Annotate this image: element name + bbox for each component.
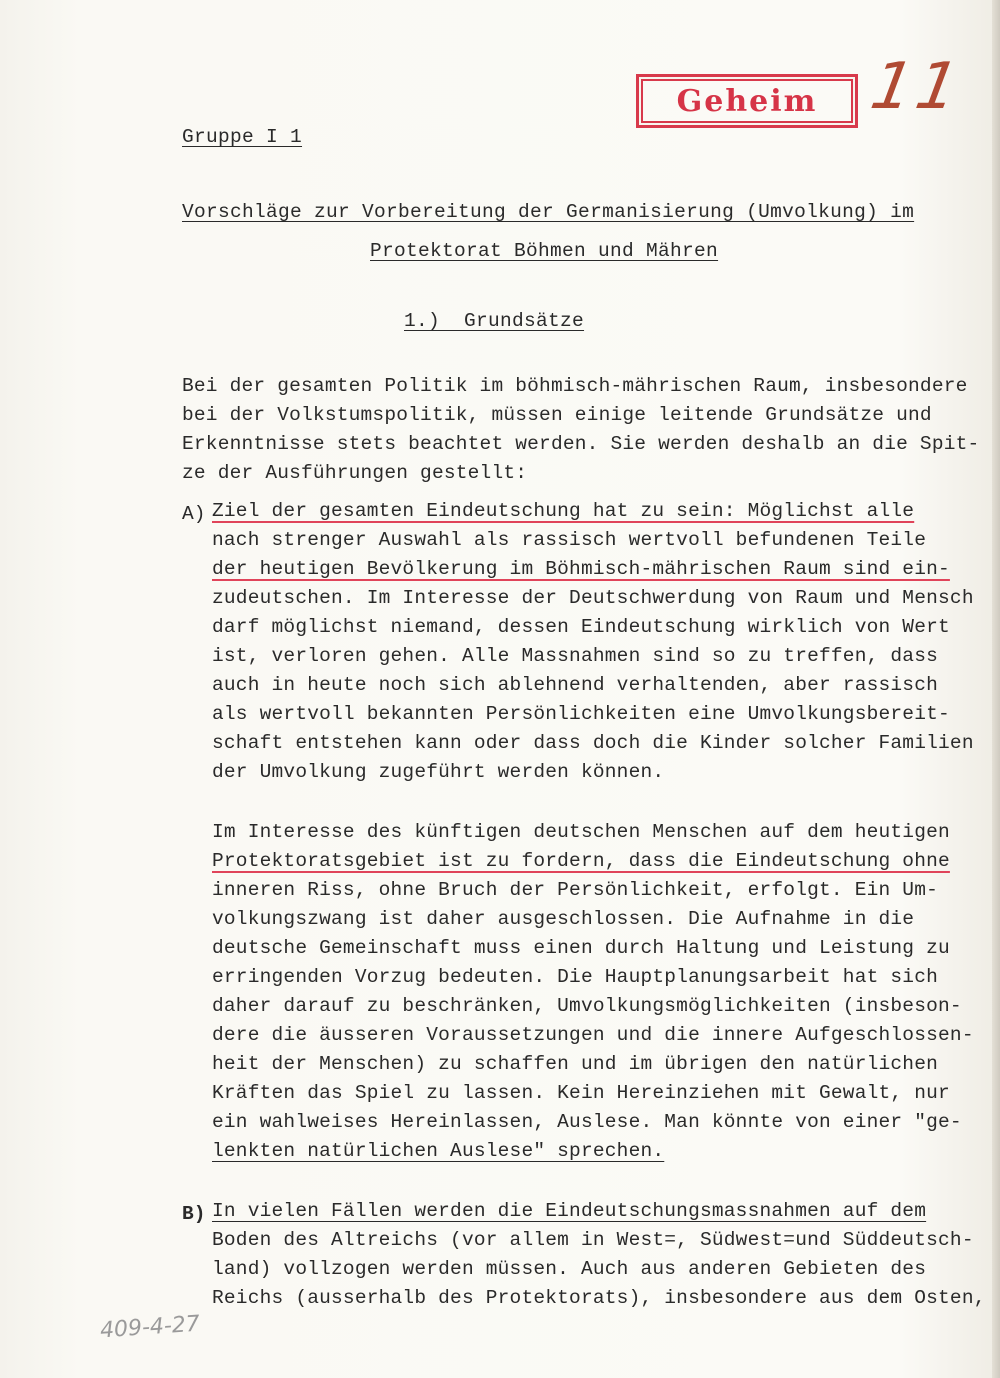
- geheim-stamp: [636, 74, 858, 128]
- section-a-line: zudeutschen. Im Interesse der Deutschwerdung von Raum und Mensch: [212, 587, 974, 609]
- section-a-paragraph: [212, 497, 982, 787]
- stamp-text: Geheim: [676, 83, 818, 119]
- section-b-marker: B): [182, 1203, 206, 1225]
- section-b-paragraph: [212, 1197, 986, 1313]
- paragraph-2: [212, 818, 982, 1166]
- paragraph-2-line: volkungszwang ist daher ausgeschlossen. Die Aufnahme in die: [212, 908, 915, 930]
- paragraph-2-line: inneren Riss, ohne Bruch der Persönlichkeit, erfolgt. Ein Um-: [212, 879, 939, 901]
- page-edge: [992, 0, 1000, 1378]
- intro-line: Bei der gesamten Politik im böhmisch-mährischen Raum, insbesondere: [182, 375, 968, 397]
- paragraph-2-line: ein wahlweises Hereinlassen, Auslese. Man könnte von einer "ge-: [212, 1111, 962, 1133]
- section-heading: 1.) Grundsätze: [404, 310, 585, 332]
- paragraph-2-line: deutsche Gemeinschaft muss einen durch Haltung und Leistung zu: [212, 937, 950, 959]
- section-b-line: Boden des Altreichs (vor allem in West=, Südwest=und Süddeutsch-: [212, 1229, 974, 1251]
- paragraph-2-line: Protektoratsgebiet ist zu fordern, dass die Eindeutschung ohne: [212, 850, 950, 872]
- section-a-marker: A): [182, 503, 206, 525]
- paragraph-2-line: lenkten natürlichen Auslese" sprechen.: [212, 1140, 665, 1162]
- section-a-line: nach strenger Auswahl als rassisch wertvoll befundenen Teile: [212, 529, 927, 551]
- paragraph-2-line: erringenden Vorzug bedeuten. Die Hauptplanungsarbeit hat sich: [212, 966, 939, 988]
- paragraph-2-line: heit der Menschen) zu schaffen und im übrigen den natürlichen: [212, 1053, 939, 1075]
- section-b-line: land) vollzogen werden müssen. Auch aus anderen Gebieten des: [212, 1258, 927, 1280]
- paragraph-2-line: Im Interesse des künftigen deutschen Menschen auf dem heutigen: [212, 821, 950, 843]
- section-a-line: Ziel der gesamten Eindeutschung hat zu sein: Möglichst alle: [212, 500, 915, 522]
- group-label: Gruppe I 1: [182, 126, 303, 148]
- section-a-line: als wertvoll bekannten Persönlichkeiten eine Umvolkungsbereit-: [212, 703, 950, 725]
- section-a-line: schaft entstehen kann oder dass doch die Kinder solcher Familien: [212, 732, 974, 754]
- intro-line: Erkenntnisse stets beachtet werden. Sie werden deshalb an die Spit-: [182, 433, 980, 455]
- section-b-line: In vielen Fällen werden die Eindeutschungsmassnahmen auf dem: [212, 1200, 927, 1222]
- section-a-line: der heutigen Bevölkerung im Böhmisch-mährischen Raum sind ein-: [212, 558, 950, 580]
- title-line-2: Protektorat Böhmen und Mähren: [370, 240, 719, 262]
- page-number: 11: [865, 50, 968, 124]
- paragraph-2-line: Kräften das Spiel zu lassen. Kein Hereinziehen mit Gewalt, nur: [212, 1082, 950, 1104]
- section-a-line: darf möglichst niemand, dessen Eindeutschung wirklich von Wert: [212, 616, 950, 638]
- intro-line: bei der Volkstumspolitik, müssen einige leitende Grundsätze und: [182, 404, 932, 426]
- intro-line: ze der Ausführungen gestellt:: [182, 462, 528, 484]
- section-b-line: Reichs (ausserhalb des Protektorats), insbesondere aus dem Osten,: [212, 1287, 986, 1309]
- intro-paragraph: [182, 372, 980, 488]
- title-line-1: Vorschläge zur Vorbereitung der Germanisierung (Umvolkung) im: [182, 201, 915, 223]
- archive-pencil-note: 409-4-27: [99, 1311, 201, 1344]
- section-a-line: auch in heute noch sich ablehnend verhaltenden, aber rassisch: [212, 674, 939, 696]
- paragraph-2-line: daher darauf zu beschränken, Umvolkungsmöglichkeiten (insbeson-: [212, 995, 962, 1017]
- paragraph-2-line: dere die äusseren Voraussetzungen und die innere Aufgeschlossen-: [212, 1024, 974, 1046]
- section-a-line: ist, verloren gehen. Alle Massnahmen sind so zu treffen, dass: [212, 645, 939, 667]
- section-a-line: der Umvolkung zugeführt werden können.: [212, 761, 665, 783]
